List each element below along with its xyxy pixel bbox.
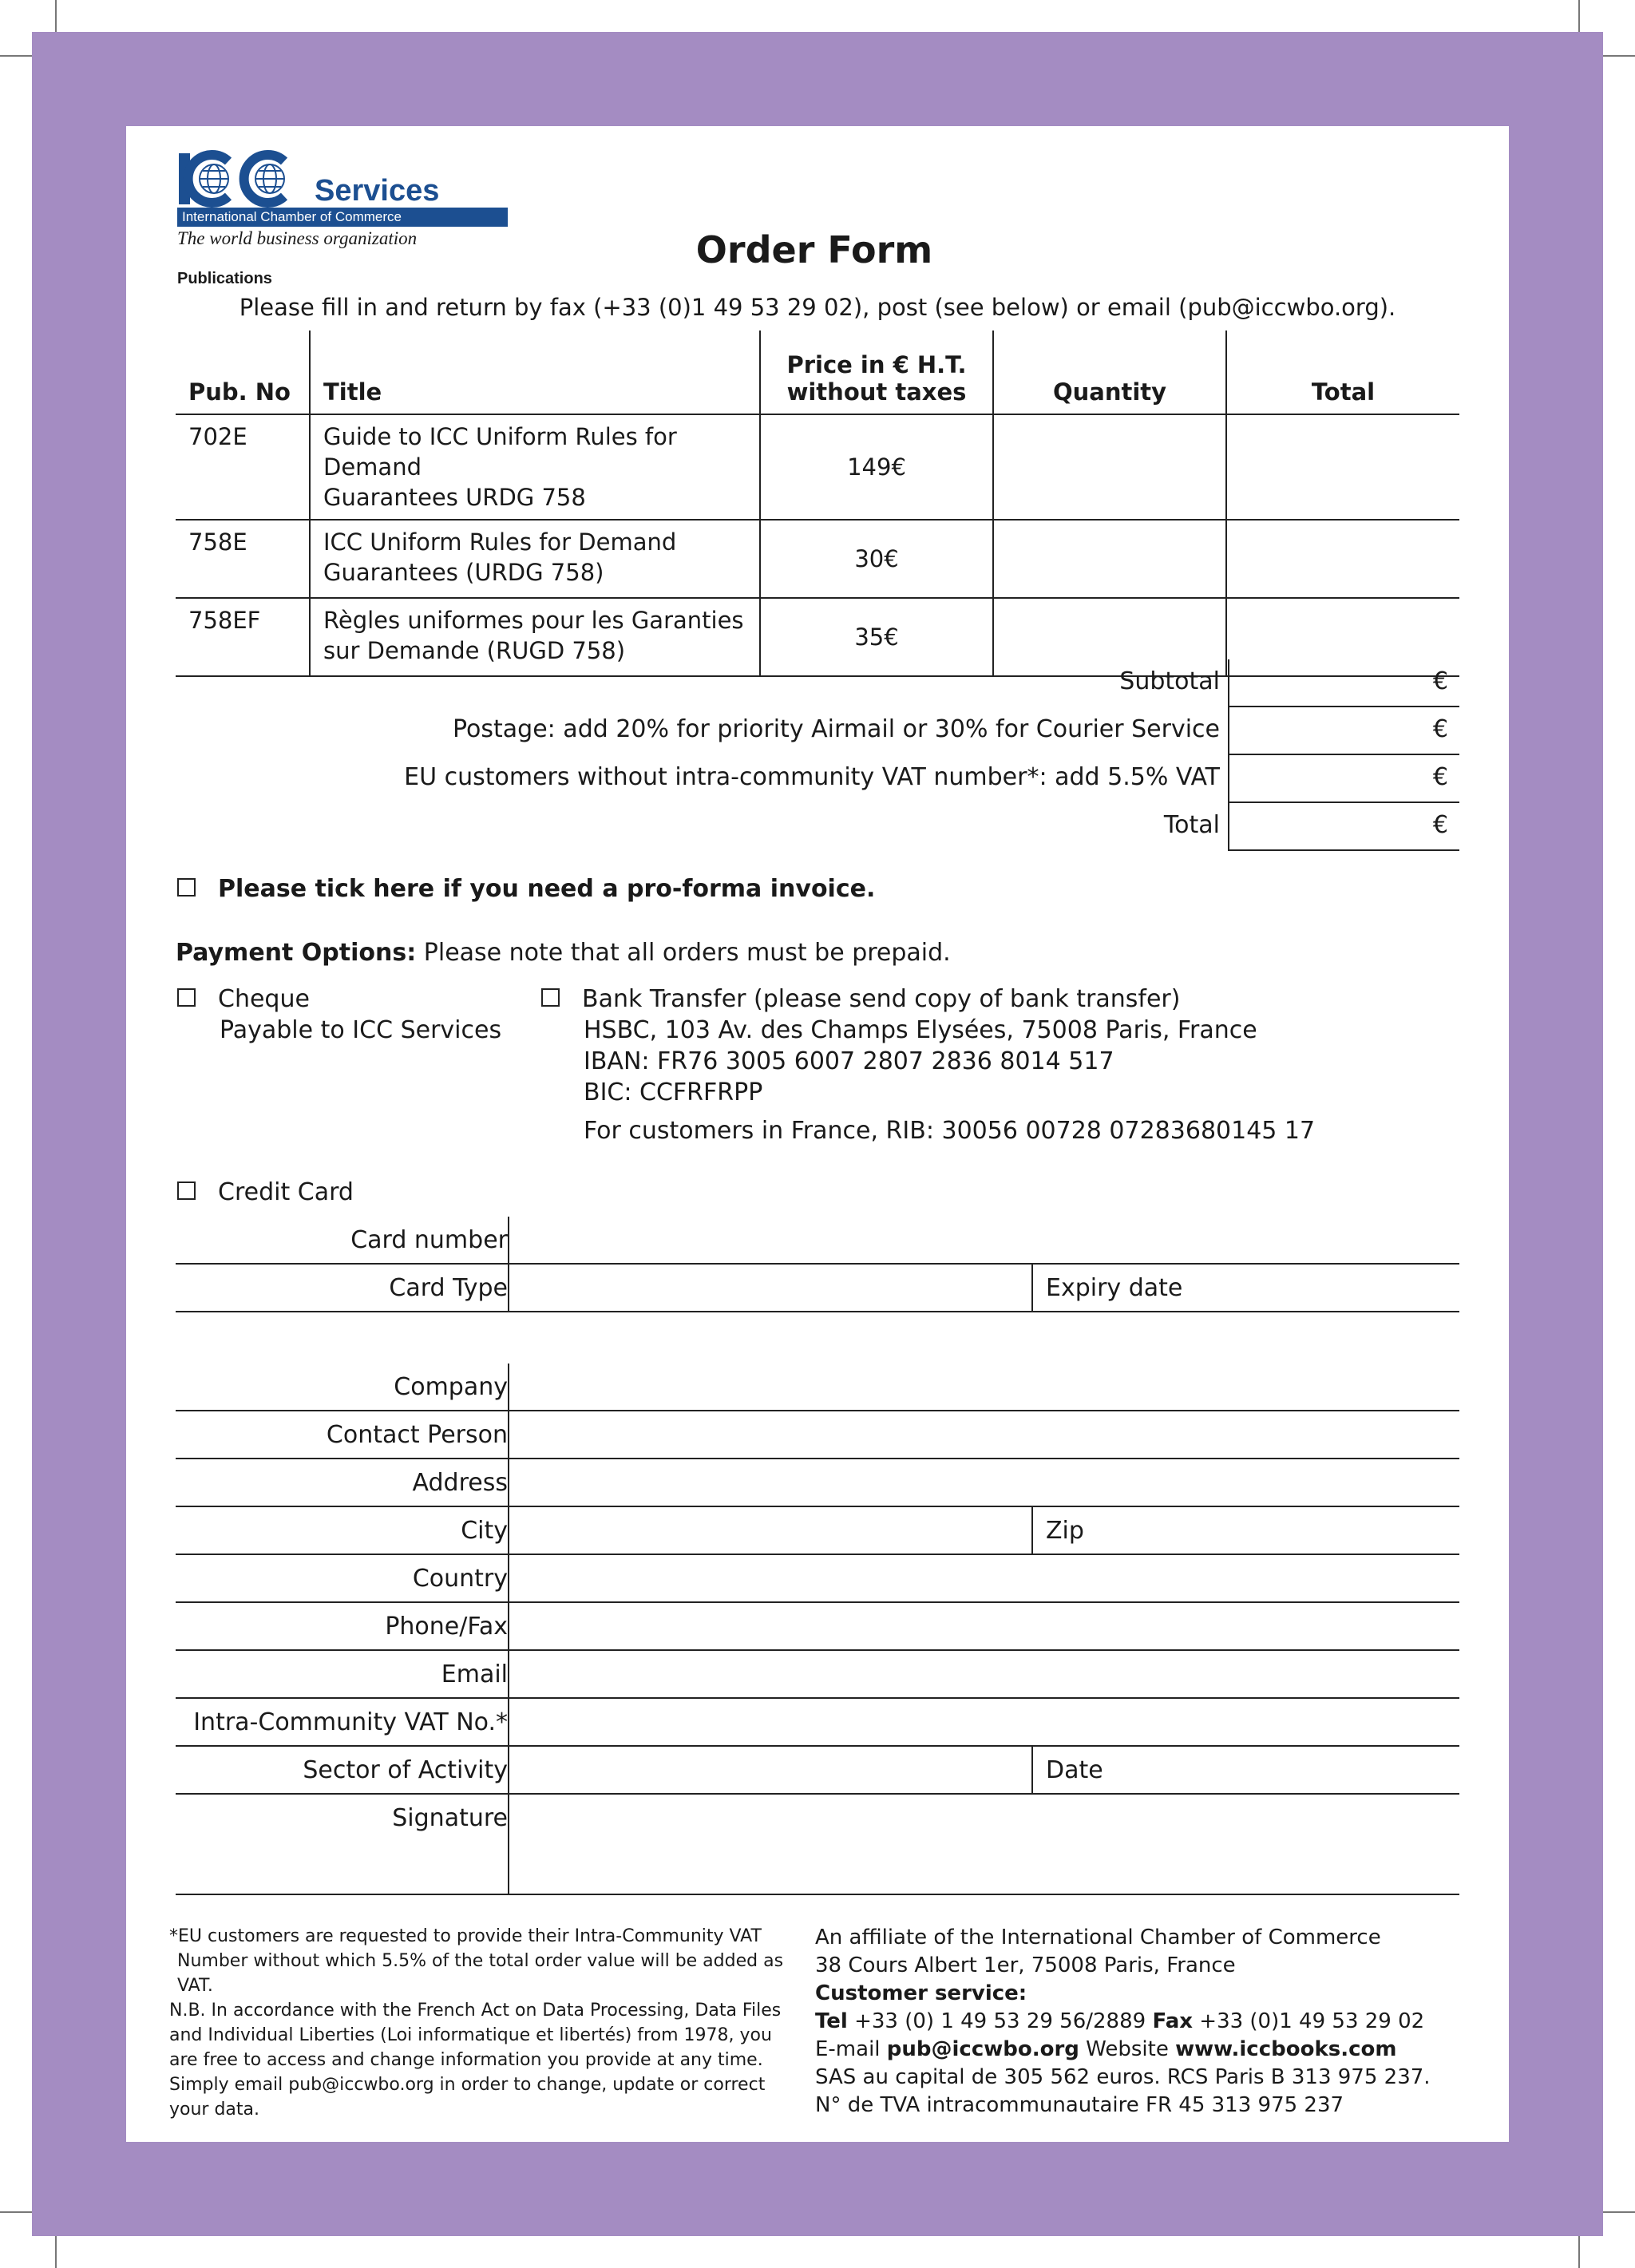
vat-field[interactable] xyxy=(1228,755,1459,803)
pub-price: 35€ xyxy=(760,598,993,676)
card-type-label: Card Type xyxy=(389,1274,508,1302)
pub-no: 702E xyxy=(176,414,310,520)
signature-label: Signature xyxy=(392,1804,508,1832)
city-label: City xyxy=(461,1517,508,1545)
proforma-checkbox[interactable] xyxy=(177,878,196,897)
pub-no: 758E xyxy=(176,520,310,598)
company-label: Company xyxy=(394,1373,508,1401)
quantity-cell[interactable] xyxy=(993,520,1226,598)
bank-rib: For customers in France, RIB: 30056 00728 07283680145 17 xyxy=(584,1117,1316,1145)
phone-fax-label: Phone/Fax xyxy=(385,1613,508,1641)
date-label: Date xyxy=(1046,1756,1103,1784)
total-row xyxy=(176,803,1459,851)
email-link[interactable]: pub@iccwbo.org xyxy=(886,2037,1079,2061)
crop-mark xyxy=(0,2211,35,2213)
proforma-label: Please tick here if you need a pro-forma invoice. xyxy=(218,875,876,903)
postage-row xyxy=(176,707,1459,755)
footer-contact: An affiliate of the International Chamber of Commerce 38 Cours Albert 1er, 75008 Paris, France Customer service: Tel +33 (0) 1 49 53 29 56/2889 Fax +33 (0)1 49 53 29 02 E-mail pub@iccwbo.org Website www.iccbooks.com SAS au capital de 305 562 euros. RCS Paris B 313 975 237. N° de TVA intracommunautaire FR 45 313 975 237 xyxy=(815,1926,1431,2117)
col-pub-no: Pub. No xyxy=(176,331,310,414)
card-number-row[interactable] xyxy=(176,1217,1459,1265)
credit-card-option xyxy=(177,1178,354,1206)
euro-sign: € xyxy=(1432,763,1448,791)
payment-options-heading: Payment Options: Please note that all orders must be prepaid. xyxy=(176,939,951,967)
col-quantity: Quantity xyxy=(993,331,1226,414)
proforma-option xyxy=(177,875,875,903)
euro-sign: € xyxy=(1432,811,1448,839)
total-cell[interactable] xyxy=(1226,520,1459,598)
col-price: Price in € H.T. without taxes xyxy=(760,331,993,414)
credit-card-checkbox[interactable] xyxy=(177,1181,196,1200)
vat-number-field[interactable] xyxy=(176,1699,1459,1747)
website-link[interactable]: www.iccbooks.com xyxy=(1175,2037,1397,2061)
publications-label: Publications xyxy=(177,270,272,287)
table-row xyxy=(176,414,1459,520)
contact-person-field[interactable] xyxy=(176,1411,1459,1459)
total-label: Total xyxy=(1163,811,1220,839)
bank-address: HSBC, 103 Av. des Champs Elysées, 75008 Paris, France xyxy=(584,1016,1257,1044)
table-row xyxy=(176,520,1459,598)
euro-sign: € xyxy=(1432,667,1448,695)
phone-fax-field[interactable] xyxy=(176,1603,1459,1651)
crop-mark xyxy=(55,2233,57,2268)
euro-sign: € xyxy=(1432,715,1448,743)
icc-logo-mark xyxy=(177,150,313,209)
totals-block xyxy=(176,659,1459,851)
contact-person-label: Contact Person xyxy=(326,1421,508,1449)
subtotal-label: Subtotal xyxy=(1119,667,1220,695)
col-title: Title xyxy=(310,331,760,414)
bank-transfer-option xyxy=(541,984,1315,1146)
order-table-header xyxy=(176,331,1459,414)
vat-label: EU customers without intra-community VAT number*: add 5.5% VAT xyxy=(404,763,1220,791)
subtotal-row xyxy=(176,659,1459,707)
pub-title: Guide to ICC Uniform Rules for Demand Guarantees URDG 758 xyxy=(310,414,760,520)
card-number-label: Card number xyxy=(350,1226,508,1254)
postage-label: Postage: add 20% for priority Airmail or 30% for Courier Service xyxy=(453,715,1220,743)
address-label: Address xyxy=(412,1469,508,1497)
total-field[interactable] xyxy=(1228,803,1459,851)
address-field[interactable] xyxy=(176,1459,1459,1507)
logo-tagline: The world business organization xyxy=(177,228,418,248)
bank-bic: BIC: CCFRFRPP xyxy=(584,1079,763,1106)
credit-card-label: Credit Card xyxy=(218,1178,354,1206)
vat-number-label: Intra-Community VAT No.* xyxy=(193,1708,508,1736)
bank-transfer-label: Bank Transfer (please send copy of bank transfer) xyxy=(582,985,1181,1013)
pub-no: 758EF xyxy=(176,598,310,676)
quantity-cell[interactable] xyxy=(993,414,1226,520)
city-zip-field[interactable] xyxy=(176,1507,1459,1555)
subtotal-field[interactable] xyxy=(1228,659,1459,707)
sector-date-field[interactable] xyxy=(176,1747,1459,1795)
vat-row xyxy=(176,755,1459,803)
col-total: Total xyxy=(1226,331,1459,414)
crop-mark xyxy=(1578,2233,1580,2268)
sector-label: Sector of Activity xyxy=(303,1756,508,1784)
pub-title: Règles uniformes pour les Garanties sur Demande (RUGD 758) xyxy=(310,598,760,676)
card-form xyxy=(176,1217,1459,1312)
crop-mark xyxy=(1600,55,1635,57)
company-field[interactable] xyxy=(176,1364,1459,1411)
cheque-checkbox[interactable] xyxy=(177,988,196,1007)
footer-notes: *EU customers are requested to provide their Intra-Community VAT Number without which 5.5% of the total order value will be added as VAT. N.B. In accordance with the French Act on Data Processing, Data Files and Individual Liberties (Loi informatique et libertés) from 1978, you are free to access and change information you provide at any time. Simply email pub@iccwbo.org in order to change, update or correct your data. xyxy=(169,1926,784,2120)
email-field[interactable] xyxy=(176,1651,1459,1699)
crop-mark xyxy=(55,0,57,35)
crop-mark xyxy=(0,55,35,57)
card-type-row[interactable] xyxy=(176,1265,1459,1312)
postage-field[interactable] xyxy=(1228,707,1459,755)
crop-mark xyxy=(1600,2211,1635,2213)
crop-mark xyxy=(1578,0,1580,35)
total-cell[interactable] xyxy=(1226,414,1459,520)
cheque-label: Cheque xyxy=(218,985,310,1013)
signature-field[interactable] xyxy=(176,1795,1459,1895)
page-title: Order Form xyxy=(695,228,933,271)
logo-services: Services xyxy=(315,174,440,208)
order-table xyxy=(176,331,1459,677)
zip-label: Zip xyxy=(1046,1517,1084,1545)
pub-price: 30€ xyxy=(760,520,993,598)
logo-bar: International Chamber of Commerce xyxy=(177,208,508,227)
cheque-payee: Payable to ICC Services xyxy=(220,1016,502,1044)
instructions: Please fill in and return by fax (+33 (0)1 49 53 29 02), post (see below) or email (pub@iccwbo.org). xyxy=(239,294,1396,321)
cheque-option xyxy=(177,984,501,1046)
pub-price: 149€ xyxy=(760,414,993,520)
bank-iban: IBAN: FR76 3005 6007 2807 2836 8014 517 xyxy=(584,1047,1114,1075)
country-field[interactable] xyxy=(176,1555,1459,1603)
email-label: Email xyxy=(441,1660,508,1688)
country-label: Country xyxy=(412,1565,508,1593)
pub-title: ICC Uniform Rules for Demand Guarantees (URDG 758) xyxy=(310,520,760,598)
bank-transfer-checkbox[interactable] xyxy=(541,988,560,1007)
expiry-date-label: Expiry date xyxy=(1046,1274,1183,1302)
customer-form xyxy=(176,1364,1459,1895)
